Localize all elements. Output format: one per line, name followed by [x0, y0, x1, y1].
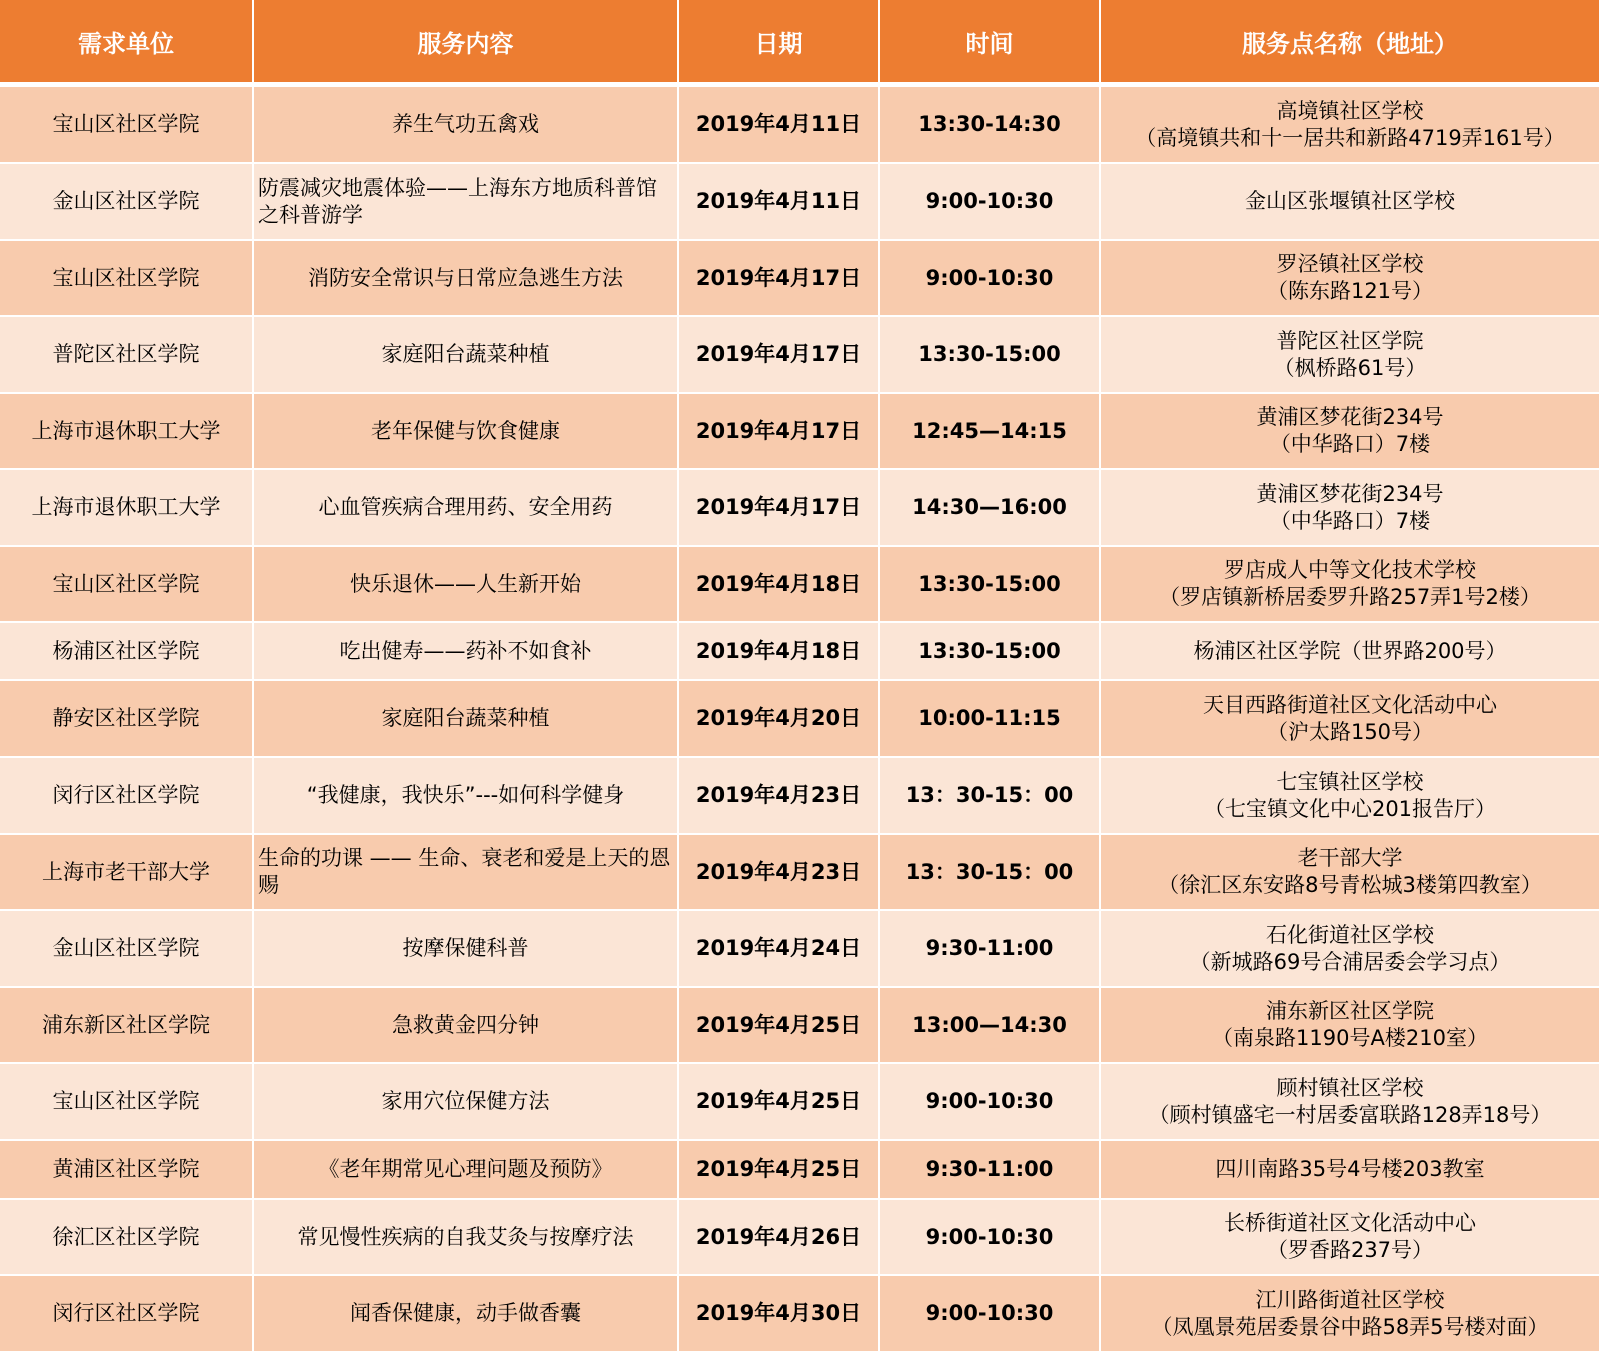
- table-row: [0, 85, 1600, 164]
- cell-unit: 普陀区社区学院: [0, 316, 253, 393]
- cell-content: 家庭阳台蔬菜种植: [253, 680, 678, 757]
- cell-unit: 上海市老干部大学: [0, 834, 253, 910]
- cell-location: [1100, 987, 1600, 1063]
- cell-time: 9:00-10:30: [879, 240, 1100, 316]
- header-content: 服务内容: [253, 0, 678, 85]
- cell-location: [1100, 622, 1600, 680]
- cell-content: 心血管疾病合理用药、安全用药: [253, 469, 678, 546]
- cell-time: 13:30-14:30: [879, 85, 1100, 164]
- table-row: [0, 1199, 1600, 1275]
- cell-date: 2019年4月25日: [678, 987, 879, 1063]
- cell-location: [1100, 393, 1600, 469]
- location-address: （罗香路237号）: [1266, 1238, 1434, 1262]
- cell-date: 2019年4月23日: [678, 834, 879, 910]
- cell-content: 快乐退休——人生新开始: [253, 546, 678, 622]
- cell-location: [1100, 757, 1600, 834]
- table-row: [0, 622, 1600, 680]
- cell-date: 2019年4月17日: [678, 316, 879, 393]
- location-name: 七宝镇社区学校: [1276, 769, 1424, 794]
- cell-location: [1100, 1199, 1600, 1275]
- cell-time: 9:00-10:30: [879, 1063, 1100, 1140]
- table-row: [0, 910, 1600, 987]
- location-address: （新城路69号合浦居委会学习点）: [1189, 949, 1511, 974]
- cell-content: 老年保健与饮食健康: [253, 393, 678, 469]
- cell-time: 13:30-15:00: [879, 316, 1100, 393]
- cell-unit: 杨浦区社区学院: [0, 622, 253, 680]
- cell-date: 2019年4月11日: [678, 85, 879, 164]
- cell-date: 2019年4月30日: [678, 1275, 879, 1352]
- location-name: 老干部大学: [1297, 846, 1403, 870]
- location-address: （七宝镇文化中心201报告厅）: [1203, 796, 1497, 821]
- table-row: [0, 163, 1600, 240]
- location-address: （罗店镇新桥居委罗升路257弄1号2楼）: [1159, 585, 1541, 609]
- cell-time: 9:00-10:30: [879, 163, 1100, 240]
- cell-date: 2019年4月17日: [678, 240, 879, 316]
- cell-content: 吃出健寿——药补不如食补: [253, 622, 678, 680]
- cell-unit: 静安区社区学院: [0, 680, 253, 757]
- cell-location: [1100, 85, 1600, 164]
- cell-location: [1100, 1275, 1600, 1352]
- cell-unit: 宝山区社区学院: [0, 546, 253, 622]
- cell-content: 家用穴位保健方法: [253, 1063, 678, 1140]
- location-address: （南泉路1190号A楼210室）: [1212, 1026, 1488, 1050]
- cell-location: [1100, 546, 1600, 622]
- location-name: 江川路街道社区学校: [1255, 1287, 1445, 1312]
- cell-date: 2019年4月17日: [678, 393, 879, 469]
- cell-content: 急救黄金四分钟: [253, 987, 678, 1063]
- location-name: 罗泾镇社区学校: [1276, 252, 1424, 276]
- location-address: （中华路口）7楼: [1269, 432, 1431, 456]
- cell-time: 9:30-11:00: [879, 910, 1100, 987]
- cell-location: [1100, 240, 1600, 316]
- cell-location: [1100, 834, 1600, 910]
- cell-date: 2019年4月23日: [678, 757, 879, 834]
- cell-location: [1100, 680, 1600, 757]
- table-row: [0, 1063, 1600, 1140]
- cell-time: 13：30-15：00: [879, 757, 1100, 834]
- cell-location: [1100, 1140, 1600, 1199]
- location-name: 普陀区社区学院: [1276, 328, 1424, 353]
- location-address: （徐汇区东安路8号青松城3楼第四教室）: [1158, 873, 1542, 897]
- cell-unit: 上海市退休职工大学: [0, 393, 253, 469]
- cell-time: 13:30-15:00: [879, 622, 1100, 680]
- table-row: [0, 680, 1600, 757]
- cell-content: 闻香保健康，动手做香囊: [253, 1275, 678, 1352]
- location-name: 金山区张堰镇社区学校: [1245, 189, 1455, 213]
- cell-content: “我健康，我快乐”---如何科学健身: [253, 757, 678, 834]
- location-address: （中华路口）7楼: [1269, 508, 1431, 533]
- cell-unit: 上海市退休职工大学: [0, 469, 253, 546]
- table-row: [0, 393, 1600, 469]
- cell-location: [1100, 163, 1600, 240]
- table-row: [0, 834, 1600, 910]
- cell-unit: 宝山区社区学院: [0, 1063, 253, 1140]
- location-address: （顾村镇盛宅一村居委富联路128弄18号）: [1148, 1102, 1552, 1127]
- header-date: 日期: [678, 0, 879, 85]
- cell-unit: 金山区社区学院: [0, 163, 253, 240]
- cell-unit: 闵行区社区学院: [0, 757, 253, 834]
- cell-unit: 金山区社区学院: [0, 910, 253, 987]
- location-name: 杨浦区社区学院（世界路200号）: [1193, 638, 1507, 663]
- cell-date: 2019年4月25日: [678, 1140, 879, 1199]
- cell-date: 2019年4月25日: [678, 1063, 879, 1140]
- cell-location: [1100, 910, 1600, 987]
- cell-content: 防震减灾地震体验——上海东方地质科普馆之科普游学: [253, 163, 678, 240]
- location-name: 顾村镇社区学校: [1276, 1075, 1424, 1100]
- header-location: 服务点名称（地址）: [1100, 0, 1600, 85]
- cell-time: 13：30-15：00: [879, 834, 1100, 910]
- location-name: 天目西路街道社区文化活动中心: [1203, 692, 1497, 717]
- cell-content: 按摩保健科普: [253, 910, 678, 987]
- cell-time: 10:00-11:15: [879, 680, 1100, 757]
- cell-time: 9:00-10:30: [879, 1199, 1100, 1275]
- table-row: [0, 987, 1600, 1063]
- cell-content: 消防安全常识与日常应急逃生方法: [253, 240, 678, 316]
- table-row: [0, 1140, 1600, 1199]
- cell-unit: 宝山区社区学院: [0, 85, 253, 164]
- table-row: [0, 757, 1600, 834]
- cell-time: 9:30-11:00: [879, 1140, 1100, 1199]
- location-address: （沪太路150号）: [1266, 719, 1434, 744]
- cell-location: [1100, 469, 1600, 546]
- cell-time: 9:00-10:30: [879, 1275, 1100, 1352]
- cell-time: 14:30—16:00: [879, 469, 1100, 546]
- cell-content: 养生气功五禽戏: [253, 85, 678, 164]
- location-name: 黄浦区梦花街234号: [1256, 405, 1444, 429]
- cell-unit: 闵行区社区学院: [0, 1275, 253, 1352]
- location-name: 浦东新区社区学院: [1266, 999, 1434, 1023]
- location-name: 石化街道社区学校: [1266, 922, 1434, 947]
- cell-unit: 黄浦区社区学院: [0, 1140, 253, 1199]
- cell-time: 13:00—14:30: [879, 987, 1100, 1063]
- cell-content: 《老年期常见心理问题及预防》: [253, 1140, 678, 1199]
- location-name: 罗店成人中等文化技术学校: [1224, 558, 1476, 582]
- location-address: （高境镇共和十一居共和新路4719弄161号）: [1135, 125, 1565, 150]
- location-address: （凤凰景苑居委景谷中路58弄5号楼对面）: [1151, 1314, 1549, 1339]
- location-address: （陈东路121号）: [1266, 279, 1434, 303]
- header-unit: 需求单位: [0, 0, 253, 85]
- location-name: 黄浦区梦花街234号: [1256, 481, 1444, 506]
- cell-content: 家庭阳台蔬菜种植: [253, 316, 678, 393]
- cell-date: 2019年4月11日: [678, 163, 879, 240]
- cell-unit: 宝山区社区学院: [0, 240, 253, 316]
- cell-location: [1100, 1063, 1600, 1140]
- cell-time: 12:45—14:15: [879, 393, 1100, 469]
- table-header-row: [0, 0, 1600, 85]
- cell-location: [1100, 316, 1600, 393]
- cell-date: 2019年4月18日: [678, 622, 879, 680]
- cell-content: 生命的功课 —— 生命、衰老和爱是上天的恩赐: [253, 834, 678, 910]
- cell-date: 2019年4月26日: [678, 1199, 879, 1275]
- cell-date: 2019年4月17日: [678, 469, 879, 546]
- cell-date: 2019年4月18日: [678, 546, 879, 622]
- cell-time: 13:30-15:00: [879, 546, 1100, 622]
- table-row: [0, 546, 1600, 622]
- table-row: [0, 316, 1600, 393]
- cell-date: 2019年4月24日: [678, 910, 879, 987]
- location-name: 四川南路35号4号楼203教室: [1215, 1157, 1485, 1181]
- location-address: （枫桥路61号）: [1273, 355, 1427, 380]
- cell-unit: 徐汇区社区学院: [0, 1199, 253, 1275]
- cell-date: 2019年4月20日: [678, 680, 879, 757]
- location-name: 高境镇社区学校: [1276, 98, 1424, 123]
- location-name: 长桥街道社区文化活动中心: [1224, 1211, 1476, 1235]
- table-row: [0, 240, 1600, 316]
- header-time: 时间: [879, 0, 1100, 85]
- table-row: [0, 469, 1600, 546]
- cell-content: 常见慢性疾病的自我艾灸与按摩疗法: [253, 1199, 678, 1275]
- cell-unit: 浦东新区社区学院: [0, 987, 253, 1063]
- table-row: [0, 1275, 1600, 1352]
